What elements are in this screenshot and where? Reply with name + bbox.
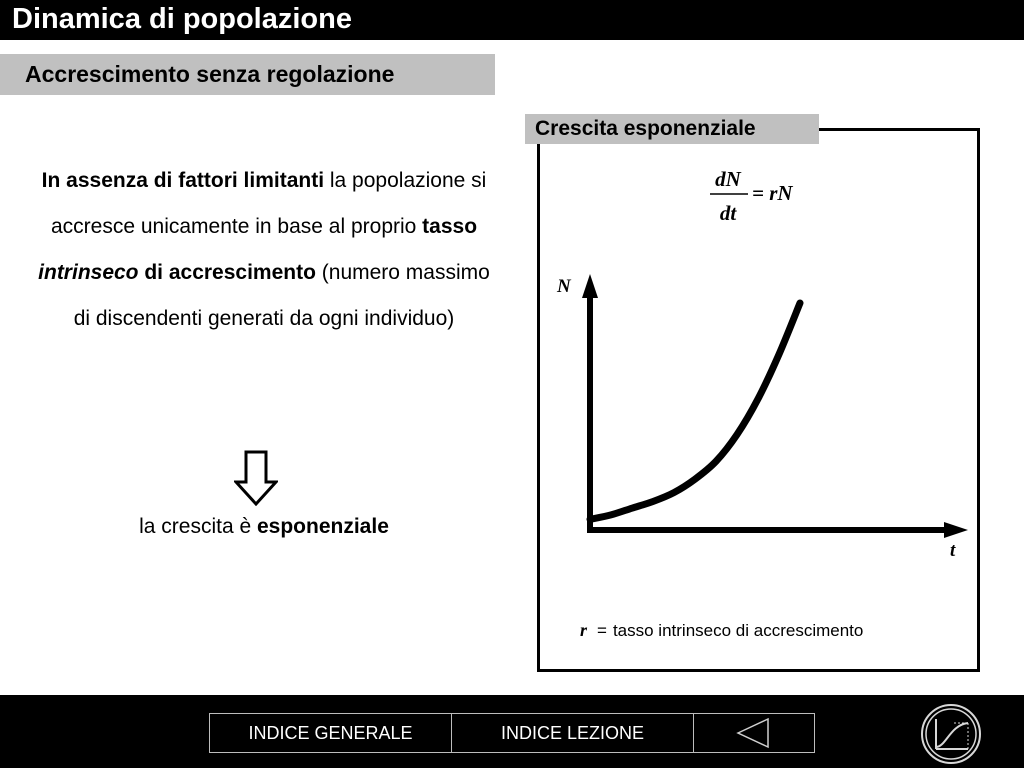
legend-text: tasso intrinseco di accrescimento	[612, 621, 864, 640]
growth-curve-series	[590, 303, 800, 519]
conclusion-bold: esponenziale	[257, 515, 389, 538]
back-triangle-icon	[736, 717, 772, 749]
legend-symbol: r	[580, 620, 588, 640]
chart-label: Crescita esponenziale	[535, 117, 756, 140]
navigation-buttons	[209, 713, 815, 753]
formula-denominator: dt	[719, 201, 737, 225]
chart-legend	[580, 620, 863, 641]
page-title: Dinamica di popolazione	[12, 3, 352, 35]
formula-numerator: dN	[715, 167, 741, 191]
indice-lezione-button[interactable]: INDICE LEZIONE	[452, 714, 694, 752]
section-subtitle: Accrescimento senza regolazione	[25, 61, 395, 87]
text-bold-3: di accrescimento	[138, 261, 316, 284]
back-button[interactable]	[694, 714, 814, 752]
text-normal-2: (numero massimo di discendenti generati da ogni individuo)	[73, 261, 490, 330]
y-axis-label: N	[557, 276, 571, 297]
legend-equals: =	[597, 621, 607, 640]
formula-rhs: = rN	[752, 181, 793, 205]
text-bold-1: In assenza di fattori limitanti	[41, 169, 325, 192]
text-normal-1: la popolazione si accresce unicamente in base al proprio	[50, 169, 487, 238]
text-bold-italic: intrinseco	[38, 261, 139, 284]
x-axis-arrowhead	[944, 522, 968, 538]
indice-generale-button[interactable]: INDICE GENERALE	[210, 714, 452, 752]
text-bold-2: tasso	[422, 215, 478, 238]
y-axis-arrowhead	[582, 274, 598, 298]
x-axis-label: t	[950, 540, 956, 561]
growth-curve-logo-icon[interactable]	[920, 703, 982, 765]
conclusion-normal: la crescita è	[139, 515, 257, 538]
